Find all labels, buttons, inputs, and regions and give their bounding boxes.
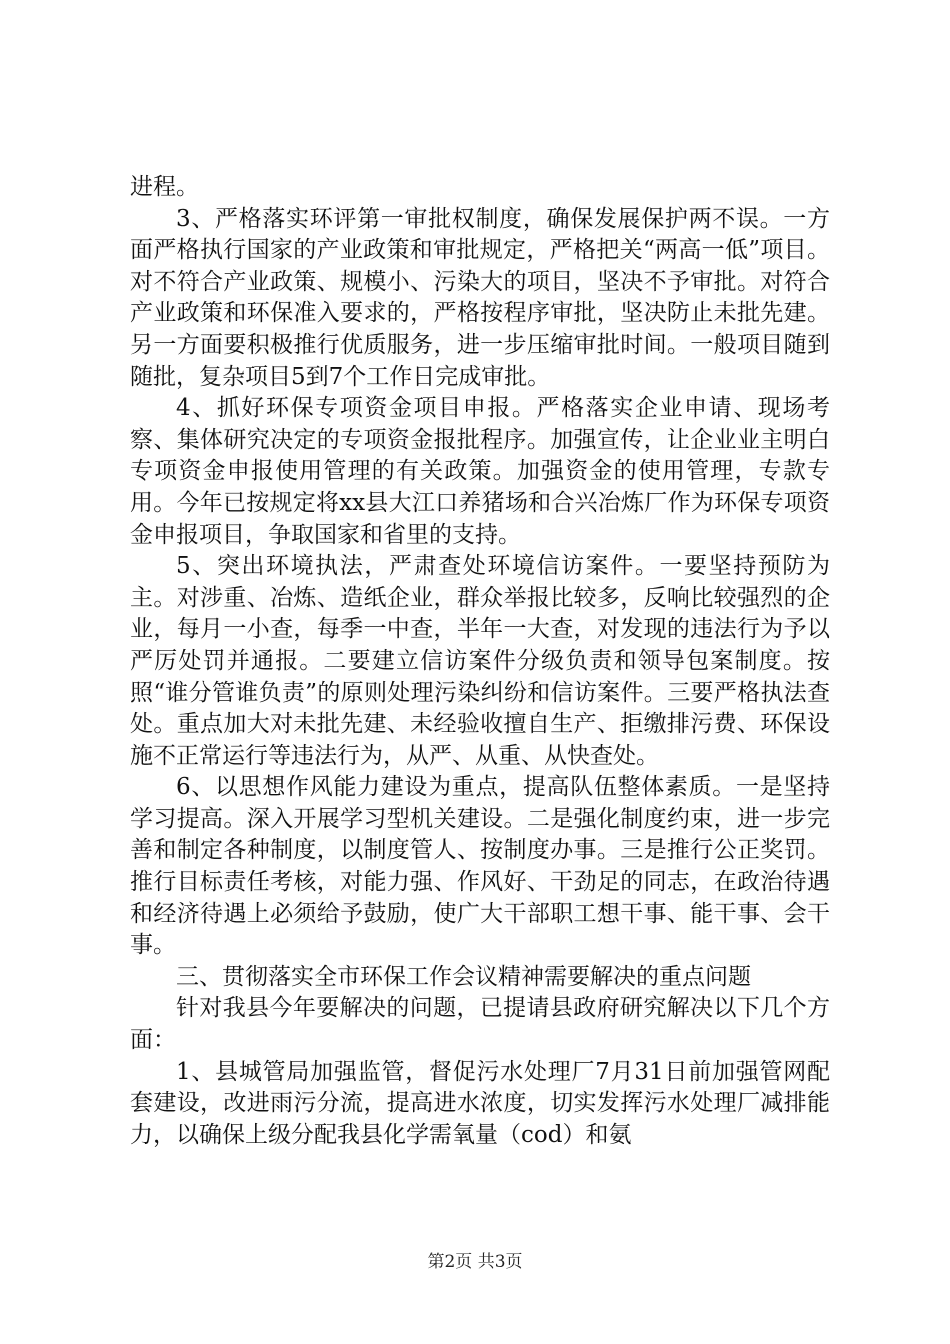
section-heading-3: 三、贯彻落实全市环保工作会议精神需要解决的重点问题 bbox=[176, 963, 751, 990]
paragraph-item-3-approval: 3、严格落实环评第一审批权制度，确保发展保护两不误。一方面严格执行国家的产业政策和审批规定，严格把关“两高一低”项目。对不符合产业政策、规模小、污染大的项目，坚决不予审批。对符合产业政策和环保准入要求的，严格按程序审批，坚决防止未批先建。另一方面要积极推行优质服务，进一步压缩审批时间。一般项目随到随批，复杂项目5到7个工作日完成审批。 bbox=[130, 205, 830, 390]
paragraph-item-5-enforcement: 5、突出环境执法，严肃查处环境信访案件。一要坚持预防为主。对涉重、冶炼、造纸企业，群众举报比较多，反响比较强烈的企业，每月一小查，每季一中查，半年一大查，对发现的违法行为予以严厉处罚并通报。二要建立信访案件分级负责和领导包案制度。按照“谁分管谁负责”的原则处理污染纠纷和信访案件。三要严格执法查处。重点加大对未批先建、未经验收擅自生产、拒缴排污费、环保设施不正常运行等违法行为，从严、从重、从快查处。 bbox=[130, 553, 830, 769]
paragraph-continuation: 进程。 bbox=[130, 174, 199, 200]
page-number-footer: 第2页 共3页 bbox=[427, 1252, 523, 1272]
paragraph-intro-issues: 针对我县今年要解决的问题，已提请县政府研究解决以下几个方面： bbox=[130, 995, 830, 1054]
paragraph-item-4-funding: 4、抓好环保专项资金项目申报。严格落实企业申请、现场考察、集体研究决定的专项资金报批程序。加强宣传，让企业业主明白专项资金申报使用管理的有关政策。加强资金的使用管理，专款专用。今年已按规定将xx县大江口养猪场和合兴冶炼厂作为环保专项资金申报项目，争取国家和省里的支持。 bbox=[130, 395, 830, 548]
paragraph-item-6-team: 6、以思想作风能力建设为重点，提高队伍整体素质。一是坚持学习提高。深入开展学习型机关建设。二是强化制度约束，进一步完善和制定各种制度，以制度管人、按制度办事。三是推行公正奖罚。推行目标责任考核，对能力强、作风好、干劲足的同志，在政治待遇和经济待遇上必须给予鼓励，使广大干部职工想干事、能干事、会干事。 bbox=[130, 774, 830, 959]
document-body bbox=[130, 172, 830, 1151]
paragraph-issue-1: 1、县城管局加强监管，督促污水处理厂7月31日前加强管网配套建设，改进雨污分流，提高进水浓度，切实发挥污水处理厂减排能力，以确保上级分配我县化学需氧量（cod）和氨 bbox=[130, 1058, 830, 1148]
